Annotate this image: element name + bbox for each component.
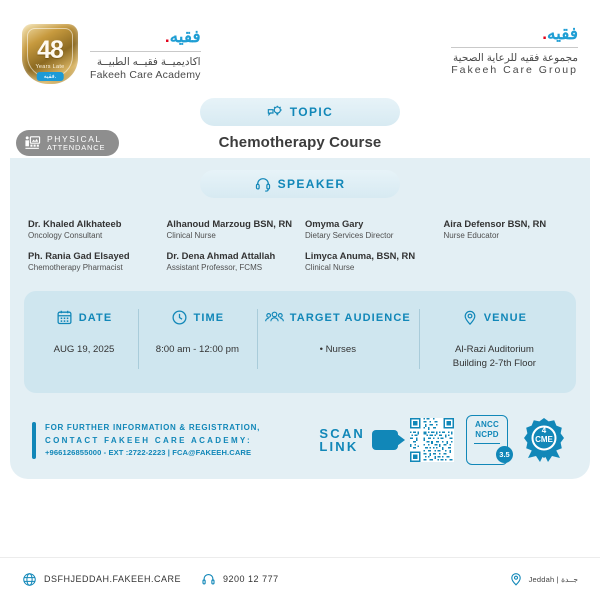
ancc-credit-value: 3.5 — [496, 446, 513, 463]
globe-icon — [22, 572, 37, 587]
header — [0, 0, 600, 84]
speaker-role: Nurse Educator — [443, 230, 500, 240]
info-date — [30, 307, 138, 372]
location-text: Jeddah | جــدة — [528, 574, 578, 584]
contact-line2: CONTACT FAKEEH CARE ACADEMY: — [45, 435, 252, 445]
cme-badge-text — [520, 427, 568, 445]
info-date-value: AUG 19, 2025 — [53, 343, 115, 355]
phone-text: 9200 12 777 — [223, 574, 279, 584]
shield-number: 48 — [37, 36, 63, 64]
clock-icon — [171, 309, 188, 326]
group-name-english: Fakeeh Care Group — [451, 64, 578, 76]
info-audience-header — [265, 307, 411, 329]
cme-number: 4 — [541, 426, 547, 436]
shield-years-label: Years Late — [35, 64, 65, 70]
speaker-item — [167, 250, 296, 272]
brand-divider — [451, 47, 578, 48]
info-time-header — [146, 307, 249, 329]
info-time-value: 8:00 am - 12:00 pm — [155, 343, 239, 355]
speaker-name: Omyma Gary — [305, 218, 364, 229]
speaker-role: Dietary Services Director — [305, 230, 394, 240]
speaker-role: Clinical Nurse — [166, 230, 216, 240]
topic-pill-label: TOPIC — [289, 105, 334, 119]
ancc-ncpd-badge — [466, 415, 508, 465]
speaker-item — [444, 218, 573, 240]
calendar-icon — [56, 309, 73, 326]
info-time-label: TIME — [193, 311, 225, 324]
speaker-item — [28, 218, 157, 240]
badges-block — [319, 415, 568, 465]
main-panel — [10, 158, 590, 479]
venue-line2: Building 2-7th Floor — [452, 358, 536, 370]
footer-section — [10, 393, 590, 465]
contact-line1: FOR FURTHER INFORMATION & REGISTRATION, — [45, 423, 260, 433]
bottom-bar — [0, 557, 600, 600]
event-info-card — [24, 291, 576, 394]
ancc-divider — [474, 443, 500, 444]
headset-support-icon — [201, 572, 216, 587]
speaker-name: Aira Defensor BSN, RN — [443, 218, 547, 229]
scan-line1: SCAN — [319, 425, 365, 441]
ancc-line2: NCPD — [475, 429, 499, 439]
qr-code-icon[interactable] — [410, 418, 454, 462]
scan-link-label — [319, 427, 365, 454]
academy-name-english: Fakeeh Care Academy — [90, 68, 201, 81]
logo-dot: . — [164, 27, 170, 47]
ancc-line1: ANCC — [475, 420, 499, 430]
shield-brand-tag: فقيه. — [37, 72, 64, 81]
location-block — [509, 571, 578, 587]
attendance-line2: ATTENDANCE — [47, 142, 106, 152]
anniversary-shield-badge — [22, 24, 78, 84]
map-pin-icon — [462, 309, 478, 326]
contact-block — [32, 422, 260, 459]
cme-label: CME — [535, 435, 553, 445]
website-link[interactable] — [22, 572, 181, 587]
speaker-name: Dr. Khaled Alkhateeb — [28, 218, 122, 229]
speaker-role: Oncology Consultant — [28, 230, 103, 240]
website-text: DSFHJEDDAH.FAKEEH.CARE — [44, 574, 182, 584]
presenter-board-icon — [24, 135, 41, 152]
map-pin-icon — [509, 571, 523, 587]
cme-badge — [520, 416, 568, 464]
phone-link[interactable] — [201, 572, 279, 587]
venue-line1: Al-Razi Auditorium — [454, 343, 534, 355]
scan-line2: LINK — [319, 439, 359, 455]
info-venue — [419, 307, 570, 372]
logo-dot: . — [542, 24, 548, 43]
speaker-pill-label: SPEAKER — [277, 177, 346, 191]
info-date-header — [38, 307, 130, 329]
info-audience-value — [265, 343, 411, 357]
attendance-labels — [47, 135, 105, 152]
info-venue-header — [427, 307, 562, 329]
topic-section — [0, 98, 600, 158]
academy-brand-text — [90, 26, 201, 82]
people-group-icon — [265, 309, 284, 326]
speaker-name: Limyca Anuma, BSN, RN — [305, 250, 416, 262]
audience-item: • Nurses — [319, 343, 356, 355]
video-camera-icon — [372, 430, 398, 450]
speaker-name: Dr. Dena Ahmad Attallah — [166, 250, 276, 262]
headset-icon — [255, 176, 271, 192]
topic-pill — [200, 98, 400, 126]
attendance-line1: PHYSICAL — [47, 133, 102, 144]
speaker-role: Chemotherapy Pharmacist — [28, 263, 123, 273]
contact-line3[interactable]: +966126855000 - EXT :2722-2223 | FCA@FAKEEH.CARE — [45, 447, 252, 457]
speaker-name: Ph. Rania Gad Elsayed — [28, 250, 130, 262]
academy-name-arabic: اكاديميــة فقيــه الطبيــة — [96, 55, 201, 68]
info-audience — [257, 307, 419, 372]
speaker-pill — [200, 170, 400, 198]
speaker-item — [305, 218, 434, 240]
academy-logo — [22, 24, 201, 84]
contact-lines — [45, 422, 260, 459]
chat-lightbulb-icon — [267, 104, 283, 120]
speaker-role: Clinical Nurse — [305, 263, 355, 273]
group-logo — [451, 24, 578, 76]
speaker-item — [28, 250, 157, 272]
attendance-badge — [16, 130, 119, 156]
speaker-item — [305, 250, 434, 272]
info-time — [138, 307, 257, 372]
brand-divider — [90, 51, 201, 52]
speaker-role: Assistant Professor, FCMS — [166, 263, 263, 273]
academy-logo-arabic: فقيه. — [164, 27, 201, 47]
group-logo-arabic: فقيه. — [542, 24, 578, 43]
info-audience-label: TARGET AUDIENCE — [289, 311, 411, 324]
speaker-list — [10, 186, 590, 279]
topic-title: Chemotherapy Course — [218, 134, 382, 151]
group-name-arabic: مجموعة فقيه للرعاية الصحية — [453, 52, 578, 64]
accent-bar — [32, 422, 36, 459]
speaker-item — [167, 218, 296, 240]
info-venue-label: VENUE — [483, 311, 528, 324]
info-venue-value — [427, 343, 562, 372]
info-date-label: DATE — [78, 311, 113, 324]
scan-link[interactable] — [319, 427, 398, 454]
speaker-name: Alhanoud Marzoug BSN, RN — [166, 218, 293, 229]
